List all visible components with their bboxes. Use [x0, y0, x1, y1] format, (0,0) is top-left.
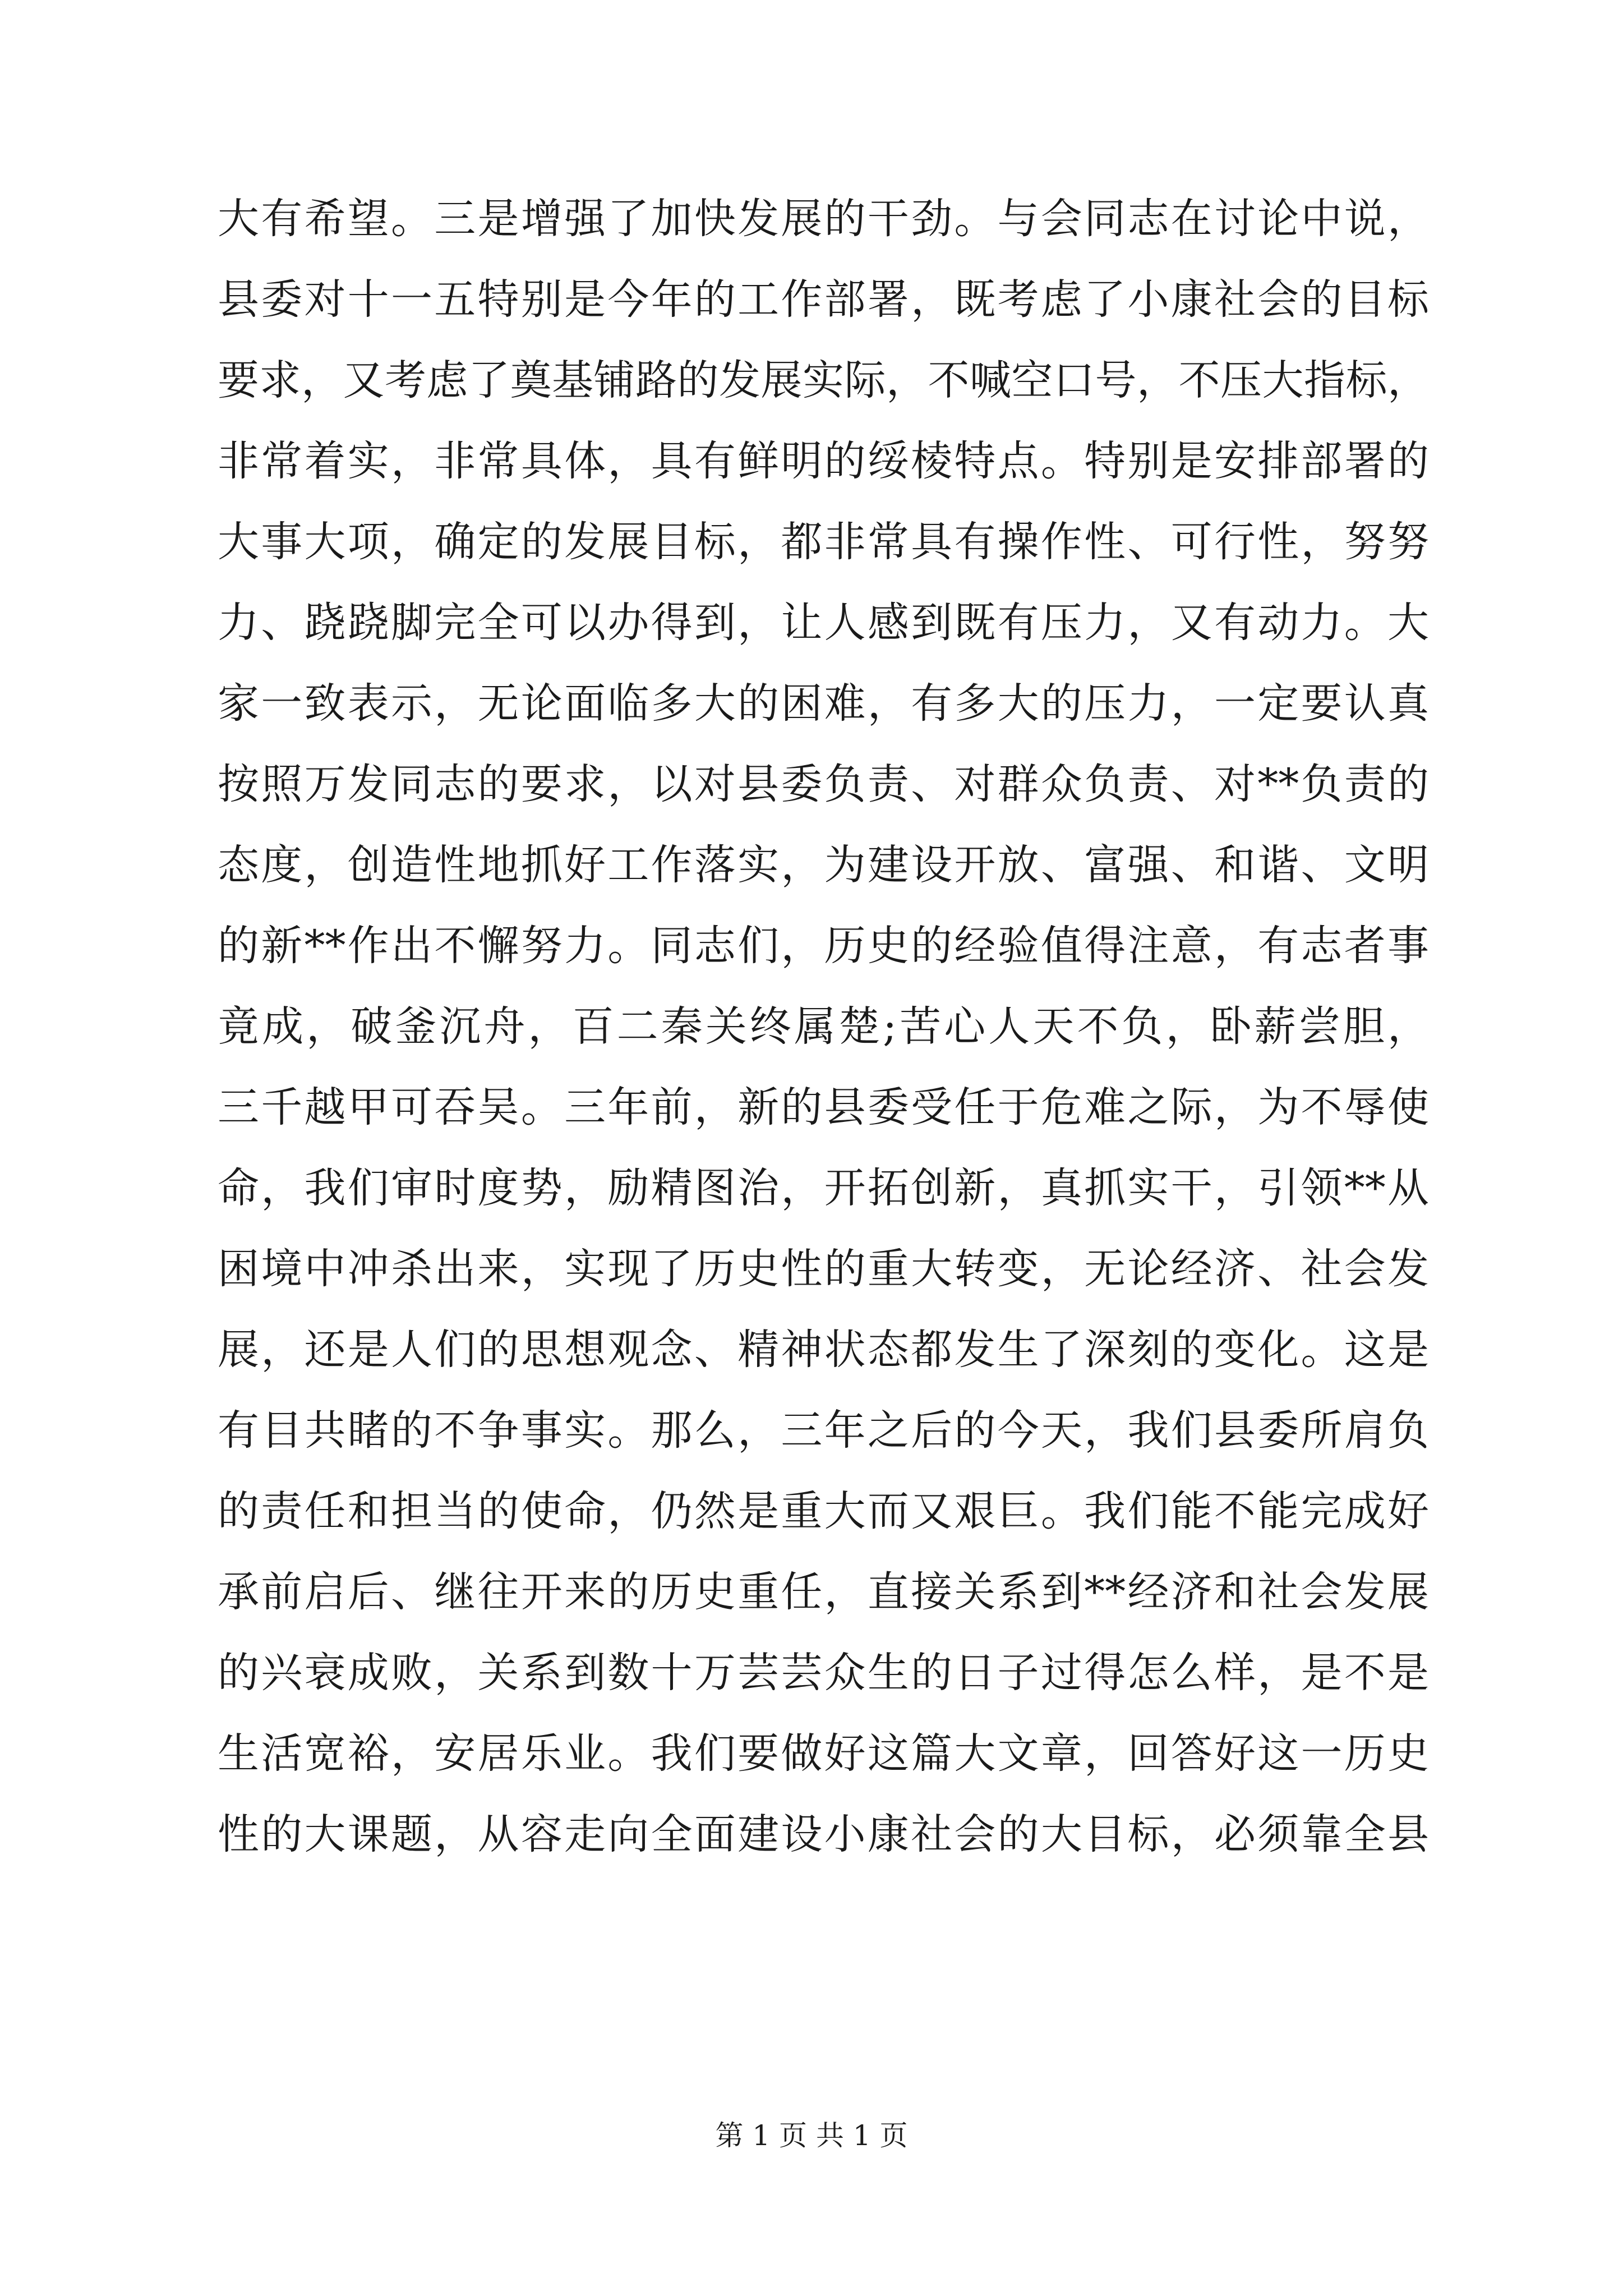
page-footer: 第 1 页 共 1 页 — [715, 2119, 908, 2152]
text-line: 展，还是人们的思想观念、精神状态都发生了深刻的变化。这是 — [218, 1326, 1429, 1374]
text-line: 生活宽裕，安居乐业。我们要做好这篇大文章，回答好这一历史 — [218, 1729, 1429, 1778]
text-line: 的新**作出不懈努力。同志们，历史的经验值得注意，有志者事 — [218, 922, 1429, 970]
text-line: 大事大项，确定的发展目标，都非常具有操作性、可行性，努努 — [218, 518, 1429, 566]
text-line: 有目共睹的不争事实。那么，三年之后的今天，我们县委所肩负 — [218, 1406, 1429, 1455]
text-line: 力、跷跷脚完全可以办得到，让人感到既有压力，又有动力。大 — [218, 599, 1429, 647]
text-line: 的责任和担当的使命，仍然是重大而又艰巨。我们能不能完成好 — [218, 1487, 1429, 1535]
text-line: 非常着实，非常具体，具有鲜明的绥棱特点。特别是安排部署的 — [218, 437, 1429, 485]
text-line: 的兴衰成败，关系到数十万芸芸众生的日子过得怎么样，是不是 — [218, 1649, 1429, 1697]
text-line: 困境中冲杀出来，实现了历史性的重大转变，无论经济、社会发 — [218, 1245, 1429, 1293]
text-line: 三千越甲可吞吴。三年前，新的县委受任于危难之际，为不辱使 — [218, 1083, 1429, 1131]
text-line: 竟成，破釜沉舟，百二秦关终属楚;苦心人天不负，卧薪尝胆， — [218, 1002, 1429, 1051]
text-line: 大有希望。三是增强了加快发展的干劲。与会同志在讨论中说， — [218, 195, 1429, 243]
text-line: 承前启后、继往开来的历史重任，直接关系到**经济和社会发展 — [218, 1568, 1429, 1616]
text-line: 命，我们审时度势，励精图治，开拓创新，真抓实干，引领**从 — [218, 1164, 1429, 1212]
text-line: 态度，创造性地抓好工作落实，为建设开放、富强、和谐、文明 — [218, 841, 1429, 889]
text-line: 按照万发同志的要求，以对县委负责、对群众负责、对**负责的 — [218, 760, 1429, 808]
text-line: 县委对十一五特别是今年的工作部署，既考虑了小康社会的目标 — [218, 275, 1429, 324]
text-line: 性的大课题，从容走向全面建设小康社会的大目标，必须靠全县 — [218, 1810, 1429, 1858]
body-text — [218, 178, 1429, 1875]
text-line: 家一致表示，无论面临多大的困难，有多大的压力，一定要认真 — [218, 679, 1429, 728]
text-line: 要求，又考虑了奠基铺路的发展实际，不喊空口号，不压大指标， — [218, 356, 1429, 404]
